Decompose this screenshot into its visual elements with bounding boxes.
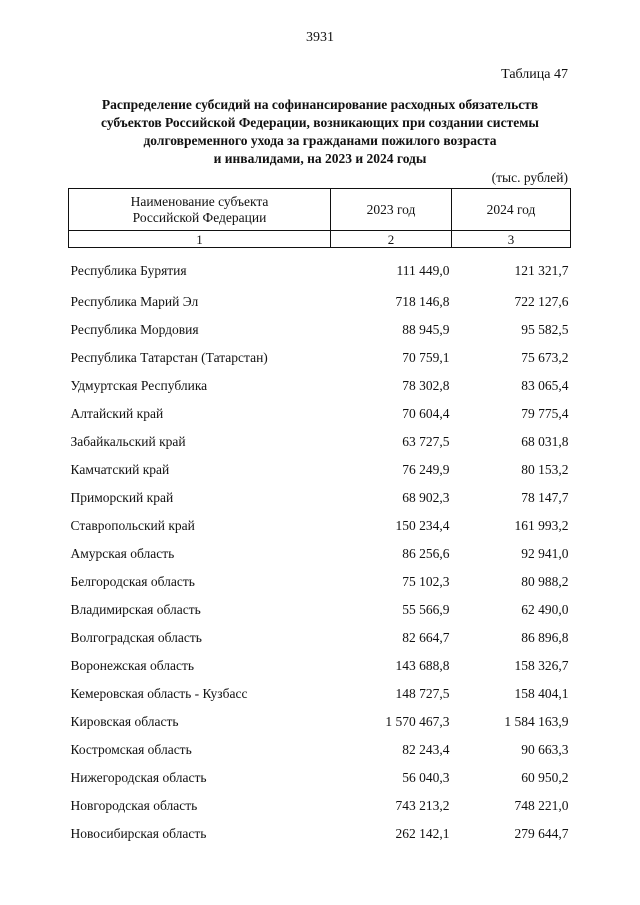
title-line: и инвалидами, на 2023 и 2024 годы [213, 151, 427, 166]
region-name-cell: Республика Мордовия [70, 322, 199, 337]
table-row [69, 652, 571, 680]
table-label: Таблица 47 [501, 67, 568, 82]
table-title [60, 96, 580, 168]
table-row [69, 288, 571, 316]
column-number-1: 1 [69, 231, 331, 248]
value-2023-cell: 148 727,5 [395, 686, 450, 701]
value-2024-cell: 748 221,0 [514, 798, 569, 813]
value-2023-cell: 86 256,6 [402, 546, 450, 561]
value-2024-cell: 92 941,0 [521, 546, 569, 561]
table-row [69, 456, 571, 484]
value-2024-cell: 90 663,3 [521, 742, 569, 757]
title-line: Распределение субсидий на софинансирование расходных обязательств [101, 97, 539, 112]
table-row [69, 596, 571, 624]
page-number: 3931 [306, 30, 334, 45]
table-row [69, 248, 571, 289]
value-2024-cell: 1 584 163,9 [504, 714, 569, 729]
table-row [69, 512, 571, 540]
region-name-cell: Республика Бурятия [70, 263, 187, 278]
value-2023-cell: 70 604,4 [402, 406, 450, 421]
region-name-cell: Ставропольский край [70, 518, 195, 533]
value-2023-cell: 111 449,0 [396, 263, 450, 278]
value-2024-cell: 121 321,7 [514, 263, 569, 278]
value-2023-cell: 82 664,7 [402, 630, 450, 645]
region-name-cell: Новосибирская область [70, 826, 207, 841]
value-2023-cell: 150 234,4 [395, 518, 450, 533]
table-row [69, 764, 571, 792]
table-header [69, 189, 571, 248]
value-2023-cell: 56 040,3 [402, 770, 450, 785]
region-name-cell: Забайкальский край [70, 434, 186, 449]
title-line: долговременного ухода за гражданами пожилого возраста [143, 133, 497, 148]
subsidy-table [68, 188, 571, 848]
value-2024-cell: 158 326,7 [514, 658, 569, 673]
table-body [69, 248, 571, 849]
region-name-cell: Костромская область [70, 742, 192, 757]
table-row [69, 792, 571, 820]
value-2024-cell: 279 644,7 [514, 826, 569, 841]
region-name-cell: Амурская область [70, 546, 175, 561]
column-header-region-line1: Наименование субъекта [130, 193, 269, 209]
value-2023-cell: 718 146,8 [395, 294, 450, 309]
value-2023-cell: 75 102,3 [402, 574, 450, 589]
value-2024-cell: 86 896,8 [521, 630, 569, 645]
region-name-cell: Республика Марий Эл [70, 294, 199, 309]
column-header-region-line2: Российской Федерации [132, 209, 267, 225]
value-2024-cell: 62 490,0 [521, 602, 569, 617]
value-2023-cell: 78 302,8 [402, 378, 450, 393]
region-name-cell: Воронежская область [70, 658, 195, 673]
region-name-cell: Волгоградская область [70, 630, 202, 645]
region-name-cell: Алтайский край [70, 406, 164, 421]
column-number-2: 2 [331, 231, 452, 248]
value-2023-cell: 262 142,1 [395, 826, 450, 841]
region-name-cell: Республика Татарстан (Татарстан) [70, 350, 268, 365]
value-2023-cell: 68 902,3 [402, 490, 450, 505]
value-2024-cell: 80 988,2 [521, 574, 569, 589]
value-2023-cell: 1 570 467,3 [385, 714, 450, 729]
value-2024-cell: 722 127,6 [514, 294, 569, 309]
region-name-cell: Удмуртская Республика [70, 378, 208, 393]
table-row [69, 540, 571, 568]
title-line: субъектов Российской Федерации, возникающих при создании системы [101, 115, 539, 130]
table-row [69, 736, 571, 764]
table-row [69, 624, 571, 652]
units-label: (тыс. рублей) [491, 170, 568, 185]
value-2024-cell: 78 147,7 [521, 490, 569, 505]
value-2024-cell: 83 065,4 [521, 378, 569, 393]
region-name-cell: Новгородская область [70, 798, 198, 813]
region-name-cell: Белгородская область [70, 574, 195, 589]
column-header-2024: 2024 год [452, 189, 571, 231]
table-row [69, 680, 571, 708]
region-name-cell: Кировская область [70, 714, 179, 729]
column-number-3: 3 [452, 231, 571, 248]
region-name-cell: Владимирская область [70, 602, 201, 617]
value-2024-cell: 79 775,4 [521, 406, 569, 421]
table-row [69, 372, 571, 400]
column-header-2023: 2023 год [331, 189, 452, 231]
region-name-cell: Приморский край [70, 490, 174, 505]
table-row [69, 484, 571, 512]
table-row [69, 344, 571, 372]
table-row [69, 428, 571, 456]
region-name-cell: Нижегородская область [70, 770, 207, 785]
value-2023-cell: 143 688,8 [395, 658, 450, 673]
value-2024-cell: 158 404,1 [514, 686, 569, 701]
table-row [69, 708, 571, 736]
value-2024-cell: 68 031,8 [521, 434, 569, 449]
table-row [69, 820, 571, 848]
region-name-cell: Камчатский край [70, 462, 170, 477]
value-2024-cell: 75 673,2 [521, 350, 569, 365]
value-2024-cell: 95 582,5 [521, 322, 569, 337]
value-2024-cell: 80 153,2 [521, 462, 569, 477]
value-2024-cell: 60 950,2 [521, 770, 569, 785]
value-2023-cell: 70 759,1 [402, 350, 450, 365]
table-row [69, 316, 571, 344]
table-row [69, 568, 571, 596]
value-2023-cell: 55 566,9 [402, 602, 450, 617]
value-2023-cell: 76 249,9 [402, 462, 450, 477]
value-2023-cell: 63 727,5 [402, 434, 450, 449]
value-2023-cell: 82 243,4 [402, 742, 450, 757]
value-2023-cell: 743 213,2 [395, 798, 450, 813]
value-2023-cell: 88 945,9 [402, 322, 450, 337]
table-row [69, 400, 571, 428]
region-name-cell: Кемеровская область - Кузбасс [70, 686, 248, 701]
column-header-region [69, 189, 331, 231]
value-2024-cell: 161 993,2 [514, 518, 569, 533]
